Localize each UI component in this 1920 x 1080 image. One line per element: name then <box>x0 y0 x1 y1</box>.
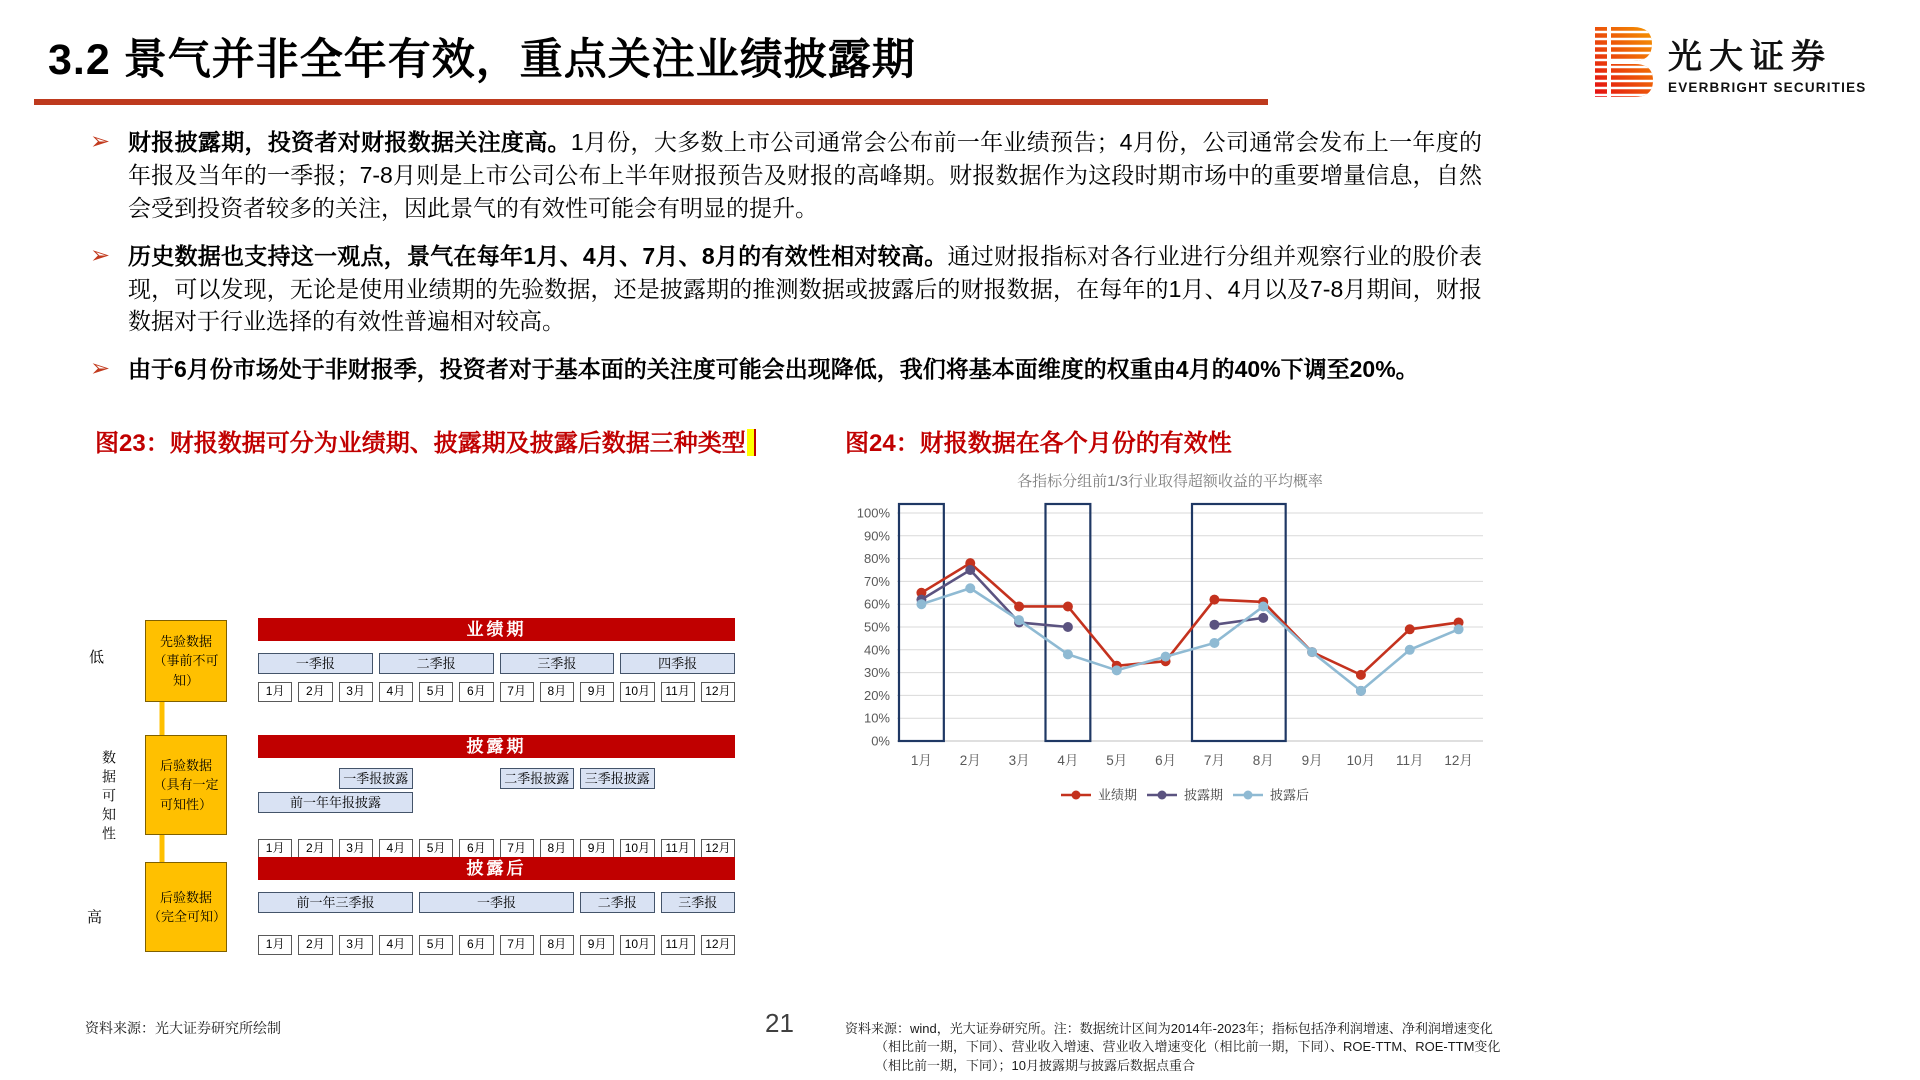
report-span-box: 前一年年报披露 <box>258 792 413 813</box>
svg-text:100%: 100% <box>856 505 890 521</box>
report-span-box: 前一年三季报 <box>258 892 413 913</box>
svg-text:2月: 2月 <box>959 753 981 768</box>
source-note-left: 资料来源：光大证券研究所绘制 <box>85 1020 281 1036</box>
svg-text:业绩期: 业绩期 <box>1098 787 1138 803</box>
svg-text:0%: 0% <box>871 733 890 749</box>
report-span-box: 一季报 <box>258 653 373 674</box>
svg-text:6月: 6月 <box>1155 753 1177 768</box>
axis-label-low: 低 <box>89 649 105 666</box>
report-span-box: 二季报披露 <box>500 768 575 789</box>
svg-text:11月: 11月 <box>1395 753 1424 768</box>
month-box: 10月 <box>620 682 654 702</box>
text-cursor <box>747 429 756 456</box>
report-span-box: 二季报 <box>379 653 494 674</box>
svg-text:披露期: 披露期 <box>1184 787 1224 803</box>
month-box: 3月 <box>339 839 373 859</box>
svg-text:40%: 40% <box>863 642 890 658</box>
data-type-box: 后验数据 （完全可知） <box>145 862 227 952</box>
month-box: 3月 <box>339 682 373 702</box>
page-title: 3.2 景气并非全年有效，重点关注业绩披露期 <box>48 36 916 84</box>
month-box: 11月 <box>661 682 695 702</box>
month-box: 2月 <box>298 839 332 859</box>
svg-text:10月: 10月 <box>1346 753 1376 768</box>
month-box: 10月 <box>620 935 654 955</box>
source-note-right: 资料来源：wind，光大证券研究所。注：数据统计区间为2014年-2023年；指标包括净利润增速、净利润增速变化（相比前一期，下同）、营业收入增速、营业收入增速变化（相比前一期，下同）、ROE-TTM、ROE-TTM变化（相比前一期，下同）；10月披露期与披露后数据点重合 <box>845 1021 1501 1073</box>
svg-text:4月: 4月 <box>1057 753 1079 768</box>
month-box: 7月 <box>500 935 534 955</box>
bullet-list <box>90 126 1482 401</box>
bullet-arrow-icon: ➢ <box>90 241 111 269</box>
month-box: 9月 <box>580 935 614 955</box>
everbright-logo <box>1592 24 1866 100</box>
month-box: 6月 <box>459 935 493 955</box>
svg-text:5月: 5月 <box>1106 753 1128 768</box>
svg-text:10%: 10% <box>863 710 890 726</box>
period-header: 披露后 <box>258 857 735 880</box>
data-type-box: 后验数据 （具有一定可知性） <box>145 735 227 835</box>
month-box: 11月 <box>661 935 695 955</box>
svg-text:20%: 20% <box>863 687 890 703</box>
svg-text:8月: 8月 <box>1252 753 1274 768</box>
figure24-title: 图24：财报数据在各个月份的有效性 <box>845 430 1232 457</box>
month-box: 3月 <box>339 935 373 955</box>
month-box: 7月 <box>500 682 534 702</box>
month-box: 4月 <box>379 682 413 702</box>
logo-name-en: EVERBRIGHT SECURITIES <box>1668 80 1867 95</box>
logo-text <box>1668 29 1866 95</box>
svg-text:3月: 3月 <box>1008 753 1030 768</box>
svg-text:70%: 70% <box>863 573 890 589</box>
title-divider <box>34 99 1268 105</box>
month-box: 12月 <box>701 839 735 859</box>
svg-text:30%: 30% <box>863 665 890 681</box>
bullet-item <box>90 240 1482 339</box>
month-box: 8月 <box>540 682 574 702</box>
month-box: 2月 <box>298 935 332 955</box>
report-span-box: 一季报 <box>419 892 574 913</box>
month-box: 6月 <box>459 839 493 859</box>
axis-label-knowability: 数据可知性 <box>101 750 117 845</box>
bullet-text: 历史数据也支持这一观点，景气在每年1月、4月、7月、8月的有效性相对较高。通过财报指标对各行业进行分组并观察行业的股价表现，可以发现，无论是使用业绩期的先验数据，还是披露期的推测数据或披露后的财报数据，在每年的1月、4月以及7-8月期间，财报数据对于行业选择的有效性普遍相对较高。 <box>128 242 1482 335</box>
figure23-diagram <box>85 610 745 962</box>
svg-text:80%: 80% <box>863 551 890 567</box>
bullet-arrow-icon: ➢ <box>90 128 111 155</box>
data-type-box: 先验数据 （事前不可知） <box>145 620 227 702</box>
report-span-box: 三季报 <box>661 892 736 913</box>
period-section <box>258 857 735 955</box>
logo-name-cn: 光大证券 <box>1668 38 1832 76</box>
month-box: 10月 <box>620 839 654 859</box>
fig23-grid <box>258 610 735 962</box>
chart-subtitle: 各指标分组前1/3行业取得超额收益的平均概率 <box>1017 473 1323 490</box>
month-box: 12月 <box>701 682 735 702</box>
svg-text:90%: 90% <box>863 528 890 544</box>
svg-text:60%: 60% <box>863 596 890 612</box>
month-box: 1月 <box>258 935 292 955</box>
period-header: 披露期 <box>258 735 735 758</box>
bullet-text: 财报披露期，投资者对财报数据关注度高。1月份，大多数上市公司通常会公布前一年业绩预告；4月份，公司通常会发布上一年度的年报及当年的一季报；7-8月则是上市公司公布上半年财报预告及财报的高峰期。财报数据作为这段时期市场中的重要增量信息，自然会受到投资者较多的关注，因此景气的有效性可能会有明显的提升。 <box>128 129 1482 221</box>
report-span-box: 三季报披露 <box>580 768 655 789</box>
month-box: 8月 <box>540 935 574 955</box>
month-box: 5月 <box>419 682 453 702</box>
month-box: 8月 <box>540 839 574 859</box>
everbright-logo-icon <box>1592 24 1654 100</box>
month-box: 1月 <box>258 839 292 859</box>
report-span-box: 三季报 <box>500 653 615 674</box>
month-box: 4月 <box>379 839 413 859</box>
month-box: 5月 <box>419 839 453 859</box>
svg-text:50%: 50% <box>863 619 890 635</box>
period-header: 业绩期 <box>258 618 735 641</box>
month-box: 9月 <box>580 839 614 859</box>
chart-plot-area <box>845 495 1495 835</box>
month-box: 6月 <box>459 682 493 702</box>
bullet-item <box>90 126 1482 225</box>
figure23-title-text: 图23：财报数据可分为业绩期、披露期及披露后数据三种类型 <box>95 430 746 457</box>
line-chart <box>845 495 1495 830</box>
month-box: 7月 <box>500 839 534 859</box>
period-section <box>258 735 735 859</box>
month-box: 5月 <box>419 935 453 955</box>
svg-text:12月: 12月 <box>1444 753 1473 768</box>
axis-label-high: 高 <box>87 909 103 926</box>
svg-text:1月: 1月 <box>910 753 932 768</box>
month-box: 1月 <box>258 682 292 702</box>
period-section <box>258 618 735 702</box>
bullet-arrow-icon: ➢ <box>90 355 111 383</box>
month-box: 11月 <box>661 839 695 859</box>
page-number: 21 <box>765 1008 794 1038</box>
figure24-chart <box>845 470 1495 835</box>
month-box: 12月 <box>701 935 735 955</box>
report-span-box: 四季报 <box>620 653 735 674</box>
svg-text:9月: 9月 <box>1301 753 1323 768</box>
month-box: 4月 <box>379 935 413 955</box>
report-span-box: 二季报 <box>580 892 655 913</box>
bullet-text: 由于6月份市场处于非财报季，投资者对于基本面的关注度可能会出现降低，我们将基本面维度的权重由4月的40%下调至20%。 <box>128 356 1419 383</box>
bullet-item <box>90 353 1482 386</box>
figure23-title <box>95 423 756 458</box>
svg-text:披露后: 披露后 <box>1270 787 1310 803</box>
svg-text:7月: 7月 <box>1203 753 1225 768</box>
month-box: 2月 <box>298 682 332 702</box>
month-box: 9月 <box>580 682 614 702</box>
report-span-box: 一季报披露 <box>339 768 414 789</box>
